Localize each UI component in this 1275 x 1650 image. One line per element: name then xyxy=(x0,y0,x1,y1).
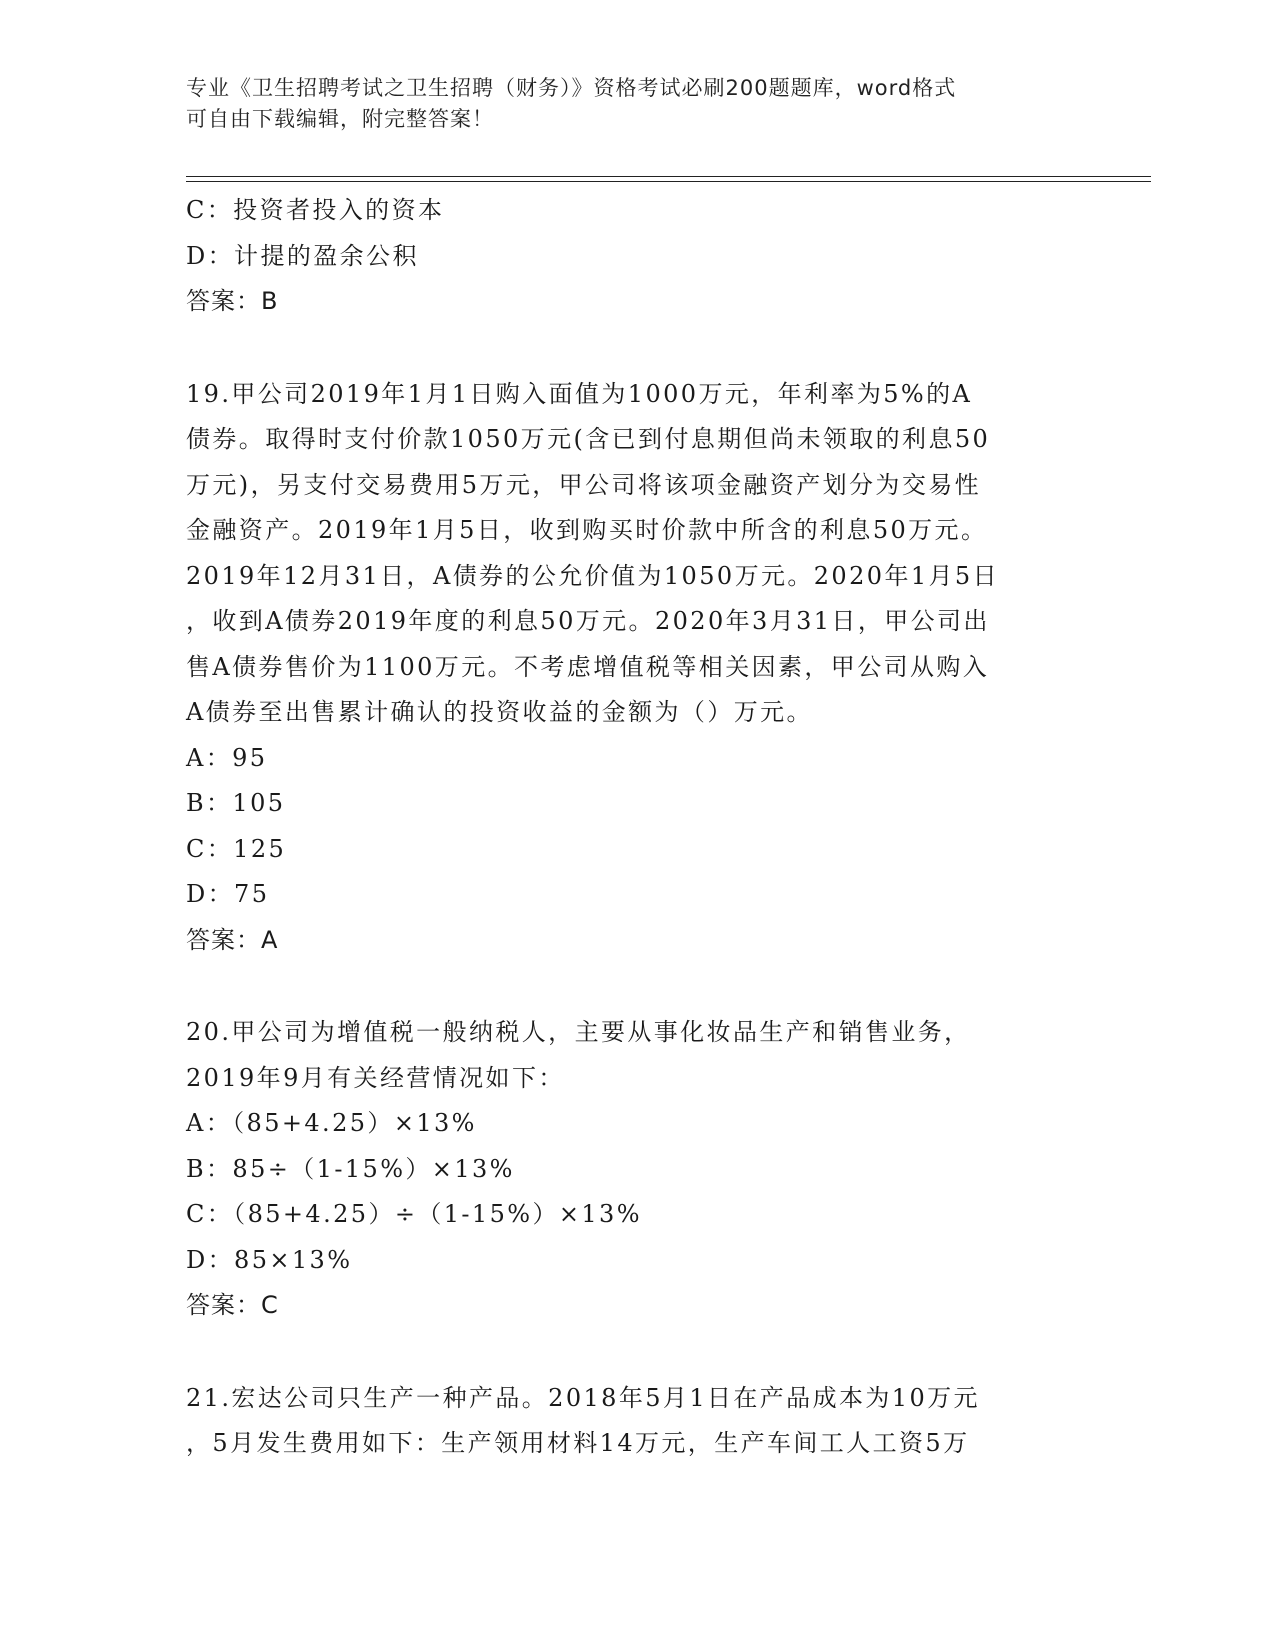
option-c: C：（85+4.25）÷（1-15%）×13% xyxy=(186,1200,642,1228)
option-a: A：（85+4.25）×13% xyxy=(186,1109,477,1137)
option-b: B：85÷（1-15%）×13% xyxy=(186,1154,515,1183)
question-spacer xyxy=(186,963,1086,1010)
question-text-line: ，收到A债券2019年度的利息50万元。2020年3月31日，甲公司出 xyxy=(186,607,990,635)
option-b: B：105 xyxy=(186,789,286,817)
header-divider-bottom xyxy=(186,181,1151,182)
question-18-tail xyxy=(186,188,1086,325)
question-20 xyxy=(186,1010,1086,1329)
option-d: D：85×13% xyxy=(186,1245,353,1274)
question-text-line: 19.甲公司2019年1月1日购入面值为1000万元，年利率为5%的A xyxy=(186,379,973,408)
question-spacer xyxy=(186,1329,1086,1376)
question-19 xyxy=(186,372,1086,964)
question-text-line: A债券至出售累计确认的投资收益的金额为（）万元。 xyxy=(186,698,813,726)
option-d: D：计提的盈余公积 xyxy=(186,241,419,270)
answer-line: 答案：B xyxy=(186,287,279,315)
question-text-line: 2019年9月有关经营情况如下： xyxy=(186,1063,565,1092)
question-text-line: 金融资产。2019年1月5日，收到购买时价款中所含的利息50万元。 xyxy=(186,516,988,544)
question-text-line: 万元)，另支付交易费用5万元，甲公司将该项金融资产划分为交易性 xyxy=(186,470,982,499)
header-line-1: 专业《卫生招聘考试之卫生招聘（财务）》资格考试必刷200题题库，word格式 xyxy=(186,76,957,100)
answer-line: 答案：A xyxy=(186,925,279,954)
document-body xyxy=(186,188,1086,1467)
question-text-line: 售A债券售价为1100万元。不考虑增值税等相关因素，甲公司从购入 xyxy=(186,652,990,681)
question-spacer xyxy=(186,325,1086,372)
question-text-line: 20.甲公司为增值税一般纳税人，主要从事化妆品生产和销售业务， xyxy=(186,1018,971,1046)
question-text-line: 2019年12月31日，A债券的公允价值为1050万元。2020年1月5日 xyxy=(186,561,999,590)
header-line-2: 可自由下载编辑，附完整答案！ xyxy=(186,107,494,131)
header-divider-top xyxy=(186,176,1151,177)
option-a: A：95 xyxy=(186,743,268,772)
option-c: C：投资者投入的资本 xyxy=(186,196,445,224)
question-text-line: 21.宏达公司只生产一种产品。2018年5月1日在产品成本为10万元 xyxy=(186,1383,980,1412)
document-header xyxy=(186,73,1066,135)
question-text-line: 债券。取得时支付价款1050万元(含已到付息期但尚未领取的利息50 xyxy=(186,425,991,453)
option-d: D：75 xyxy=(186,880,270,908)
option-c: C：125 xyxy=(186,834,287,863)
question-21 xyxy=(186,1376,1086,1467)
question-text-line: ，5月发生费用如下：生产领用材料14万元，生产车间工人工资5万 xyxy=(186,1429,970,1457)
answer-line: 答案：C xyxy=(186,1291,279,1319)
